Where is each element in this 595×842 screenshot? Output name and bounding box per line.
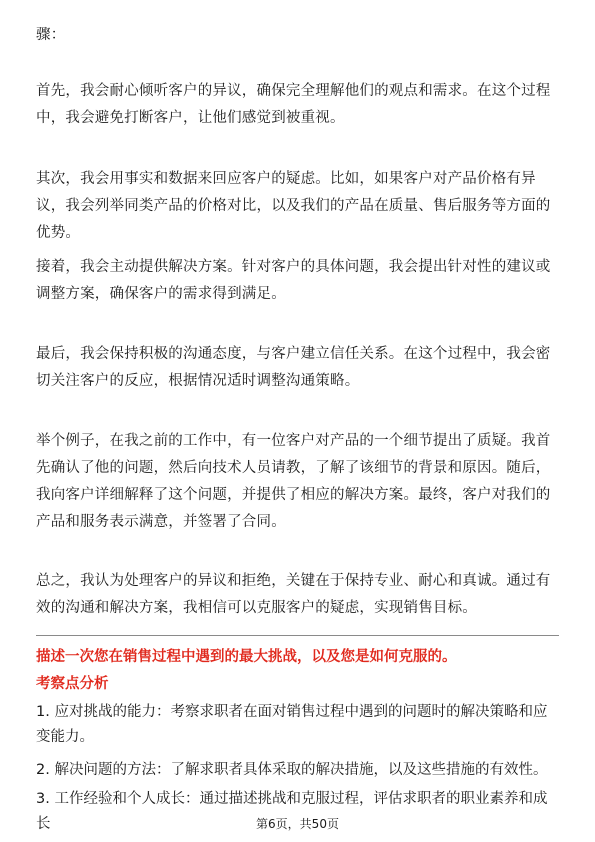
paragraph-solutions: 接着，我会主动提供解决方案。针对客户的具体问题，我会提出针对性的建议或调整方案，确保客户的需求得到满足。 xyxy=(36,259,551,302)
interview-question: 描述一次您在销售过程中遇到的最大挑战，以及您是如何克服的。 xyxy=(36,649,457,665)
paragraph-communication: 最后，我会保持积极的沟通态度，与客户建立信任关系。在这个过程中，我会密切关注客户的反应，根据情况适时调整沟通策略。 xyxy=(36,346,551,389)
paragraph-summary: 总之，我认为处理客户的异议和拒绝，关键在于保持专业、耐心和真诚。通过有效的沟通和解决方案，我相信可以克服客户的疑虑，实现销售目标。 xyxy=(36,573,551,616)
page-number: 第6页，共50页 xyxy=(256,817,339,831)
paragraph-continuation: 骤： xyxy=(36,27,66,43)
analysis-title: 考察点分析 xyxy=(36,676,109,692)
paragraph-example: 举个例子，在我之前的工作中，有一位客户对产品的一个细节提出了质疑。我首先确认了他的问题，然后向技术人员请教，了解了该细节的背景和原因。随后，我向客户详细解释了这个问题，并提供了相应的解决方案。最终，客户对我们的产品和服务表示满意，并签署了合同。 xyxy=(36,433,551,530)
paragraph-facts: 其次，我会用事实和数据来回应客户的疑虑。比如，如果客户对产品价格有异议，我会列举同类产品的价格对比，以及我们的产品在质量、售后服务等方面的优势。 xyxy=(36,171,551,241)
analysis-item: 3. 工作经验和个人成长：通过描述挑战和克服过程，评估求职者的职业素养和成长 xyxy=(36,791,548,832)
paragraph-listen: 首先，我会耐心倾听客户的异议，确保完全理解他们的观点和需求。在这个过程中，我会避免打断客户，让他们感觉到被重视。 xyxy=(36,83,551,126)
section-divider xyxy=(36,635,559,636)
analysis-item: 1. 应对挑战的能力：考察求职者在面对销售过程中遇到的问题时的解决策略和应变能力。 xyxy=(36,704,548,745)
analysis-item: 2. 解决问题的方法：了解求职者具体采取的解决措施，以及这些措施的有效性。 xyxy=(36,762,548,778)
